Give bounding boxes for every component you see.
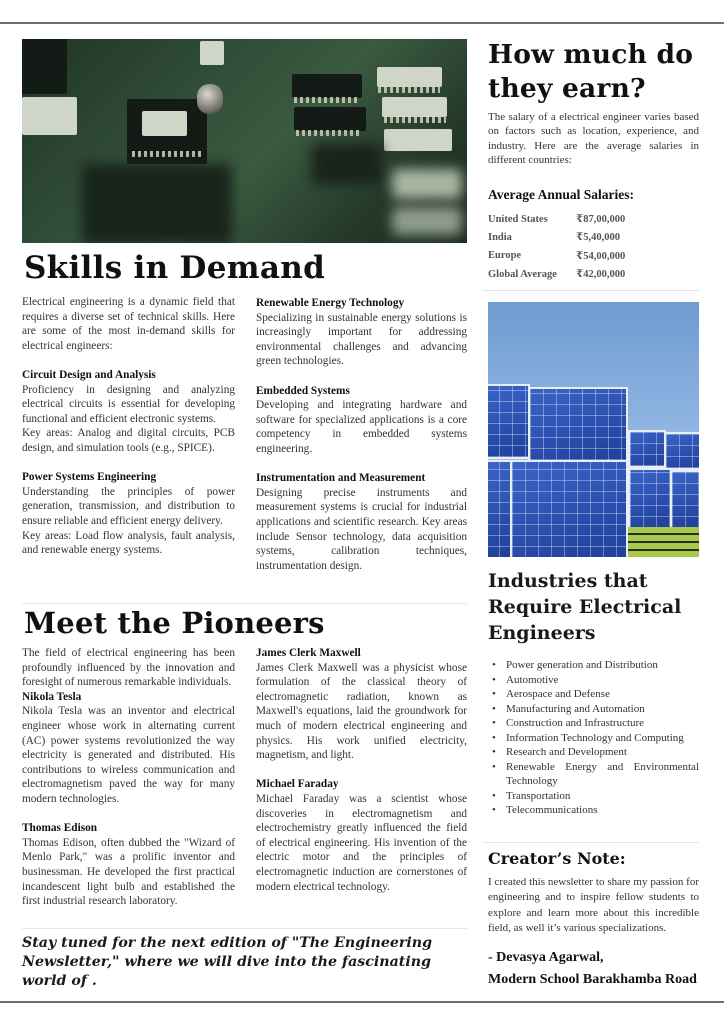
industry-item: • Transportation [492,789,571,802]
creator-name: - Devasya Agarwal, [488,950,604,965]
pioneer-name: Thomas Edison [22,822,98,835]
salary-row [488,265,699,283]
industry-item: • Research and Development [492,746,627,758]
industries-section-title: Industries that Require Electrical Engineers [488,570,682,644]
pioneer-bio: Michael Faraday was a scientist whose discoveries in electromagnetism and electrochemistry greatly influenced the field of electrical engineering. His invention of the electric motor and the principles of electromagnetic induction are cornerstones of modern electrical technology. [256,792,467,893]
skill-key-areas: Key areas: Load flow analysis, fault analysis, and renewable energy systems. [22,529,235,557]
skill-title: Circuit Design and Analysis [22,368,156,381]
salary-row [488,210,699,228]
pioneer-name: James Clerk Maxwell [256,647,361,659]
pioneer-bio: Nikola Tesla was an inventor and electrical engineer whose work in alternating current (AC) power systems revolutionized the way electricity is generated and distributed. His contributions to wireless communication and electromagnetism paved the way for many modern technologies. [22,705,235,805]
bullet-icon: • [492,688,496,700]
pioneers-column-right [256,646,467,894]
skills-section-title: Skills in Demand [24,250,326,286]
bullet-icon: • [492,731,496,744]
industry-item: • Aerospace and Defense [492,688,610,700]
industries-list [490,658,699,818]
pioneer-bio: James Clerk Maxwell was a physicist whose formulation of the classical theory of electromagnetic radiation, known as Maxwell's equations, laid the groundwork for much of modern electrical engineering and physics. His work unified electricity, magnetism, and light. [256,661,467,762]
industry-item: • Renewable Energy and Environmental Technology [492,760,699,787]
pioneers-section-title: Meet the Pioneers [24,606,325,640]
bullet-icon: • [492,702,496,715]
bullet-icon: • [492,804,496,816]
salary-divider [482,290,699,291]
skills-column-right [256,296,467,573]
salary-value: ₹87,00,000 [576,214,626,226]
creator-note-text: I created this newsletter to share my passion for engineering and to inspire fellow students to explore and learn more about this incredible field, as well it’s various specializations. [488,876,699,934]
salary-table [488,210,699,283]
industry-item: • Manufacturing and Automation [492,702,645,715]
bullet-icon: • [492,746,496,758]
pioneer-bio: Thomas Edison, often dubbed the "Wizard of Menlo Park," was a prolific inventor and businessman. He developed the first practical incandescent light bulb and established the first industrial research laboratory. [22,836,235,908]
bullet-icon: • [492,673,496,686]
salary-value: ₹5,40,000 [576,232,621,244]
salary-country: Europe [488,250,522,262]
skill-title: Embedded Systems [256,384,350,397]
top-rule [0,22,724,24]
bullet-icon: • [492,789,496,802]
salary-country: India [488,231,512,243]
creator-school: Modern School Barakhamba Road [488,972,697,987]
industry-item: • Construction and Infrastructure [492,717,645,729]
pioneers-intro: The field of electrical engineering has been profoundly influenced by the innovation and foresight of numerous remarkable individuals. [22,647,235,689]
skill-title: Instrumentation and Measurement [256,472,426,485]
industry-item: • Telecommunications [492,804,598,816]
salary-value: ₹54,00,000 [576,250,626,262]
bottom-rule [0,1001,724,1003]
salary-value: ₹42,00,000 [576,269,626,281]
pioneer-name: Nikola Tesla [22,690,82,703]
industry-item: • Power generation and Distribution [492,659,658,671]
salary-row [488,228,699,246]
salary-country: United States [488,213,548,225]
skill-text: Developing and integrating hardware and software for specialized applications is a core competency in embedded systems engineering. [256,399,467,455]
skills-intro: Electrical engineering is a dynamic field that requires a diverse set of technical skills. Here are some of the most in-demand skills for electrical engineers: [22,296,235,352]
skill-key-areas: Key areas: Analog and digital circuits, PCB design, and simulation tools (e.g., SPICE). [22,427,235,454]
stay-tuned-note: Stay tuned for the next edition of "The Engineering Newsletter," where we will dive into the fascinating world of . [22,935,432,989]
skill-title: Renewable Energy Technology [256,297,405,309]
pioneers-column-left [22,646,235,909]
pioneer-name: Michael Faraday [256,778,339,791]
creator-note-title: Creator’s Note: [488,849,626,868]
skill-title: Power Systems Engineering [22,471,157,484]
circuit-board-image [22,39,467,243]
industry-item: • Information Technology and Computing [492,731,684,744]
salary-country: Global Average [488,268,557,280]
section-divider [22,603,467,604]
bullet-icon: • [492,659,496,671]
skill-text: Specializing in sustainable energy solutions is increasingly important for addressing environmental challenges and advancing green technologies. [256,311,467,368]
salary-table-title: Average Annual Salaries: [488,187,634,202]
salary-section-title: How much do they earn? [488,39,694,104]
skill-text: Understanding the principles of power generation, transmission, and distribution to ensure reliable and efficient energy delivery. [22,485,235,527]
salary-row [488,247,699,265]
skills-column-left [22,295,235,558]
bullet-icon: • [492,760,496,773]
creator-divider [482,842,699,843]
salary-intro: The salary of a electrical engineer varies based on factors such as location, experience, and industry. Here are the average salaries in different countries: [488,111,699,166]
industry-item: • Automotive [492,673,559,686]
skill-text: Designing precise instruments and measurement systems is crucial for industrial applications and scientific research. Key areas include Sensor technology, data acquisition systems, calibration techniques, instrumentation design. [256,486,467,572]
skill-text: Proficiency in designing and analyzing electrical circuits is essential for developing functional and efficient electronic systems. [22,383,235,425]
section-divider [22,928,467,929]
solar-panels-image [488,302,699,557]
bullet-icon: • [492,717,496,729]
